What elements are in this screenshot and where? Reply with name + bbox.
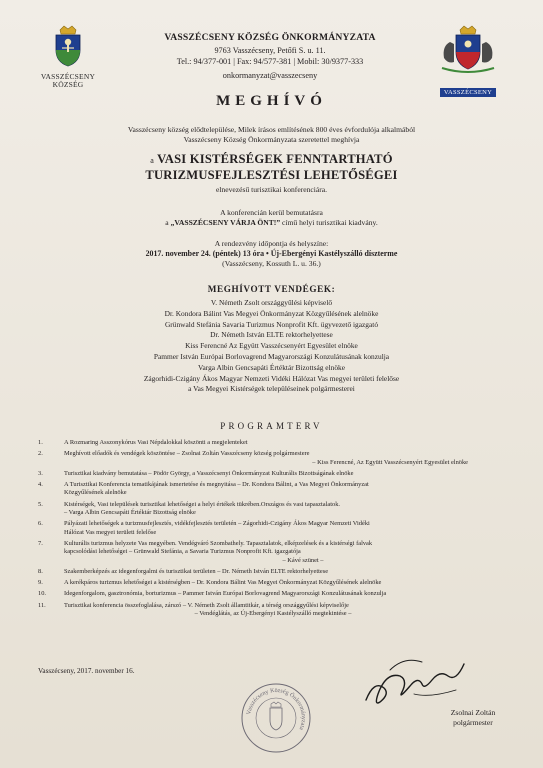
conference-subtitle: elnevezésű turisztikai konferenciára. — [215, 185, 328, 194]
left-coat-of-arms — [38, 24, 98, 89]
book-prefix: a — [165, 218, 169, 228]
venue-intro: A rendezvény időpontja és helyszíne: — [214, 239, 329, 248]
coffee-break: – Kávé szünet – — [282, 556, 324, 564]
right-coat-of-arms — [432, 24, 504, 99]
venue-main: 2017. november 24. (péntek) 13 óra • Új-Ebergényi Kastélyszálló díszterme — [145, 249, 398, 259]
document-date: Vasszécseny, 2017. november 16. — [38, 667, 135, 675]
intro-line-1: Vasszécseny község elődtelepülése, Milek írásos említésének 800 éves évfordulója alkalmából — [127, 125, 416, 134]
conference-title-line-2: TURIZMUSFEJLESZTÉSI LEHETŐSÉGEI — [145, 168, 398, 182]
program-item-11: 11. Turisztikai konferencia összefoglalása, zárszó – V. Németh Zsolt államtitkár, a térség országgyűlési képviselője — [38, 601, 349, 609]
program-item-7-cont: kapcsolódási lehetőségei – Grünwald Stefánia, a Savaria Turizmus Nonprofit Kft. igazgatója — [64, 548, 301, 556]
conference-title-line-1: VASI KISTÉRSÉGEK FENNTARTHATÓ — [157, 152, 393, 166]
venue-paragraph — [40, 239, 503, 270]
guest-item: Dr. Németh István ELTE rektorhelyettese — [210, 330, 333, 340]
book-suffix: című helyi turisztikai kiadvány. — [282, 218, 378, 228]
guest-item: Grünwald Stefánia Savaria Turizmus Nonprofit Kft. ügyvezető igazgató — [164, 319, 379, 329]
program-item-10: 10. Idegenforgalom, gasztronómia, borturizmus – Pammer István Európai Borlovagrend Magyarországi Konzulátusának konzulja — [38, 590, 387, 598]
book-line-1: A konferencián kerül bemutatásra — [220, 208, 323, 217]
program-item-1: 1. A Rozmaring Asszonykórus Vasi Népdalokkal köszönti a megjelenteket — [38, 439, 248, 446]
conference-title — [40, 152, 503, 195]
program-item-3: 3. Turisztikai kiadvány bemutatása – Pödör György, a Vasszécsenyi Önkormányzat Kulturális Bizottságának elnöke — [38, 469, 354, 477]
program-item-8: 8. Szakemberképzés az idegenforgalmi és turisztikai területen – Dr. Németh István ELTE rektorhelyettese — [38, 567, 329, 575]
org-address: 9763 Vasszécseny, Petőfi S. u. 11. — [214, 46, 326, 55]
org-contacts: Tel.: 94/377-001 | Fax: 94/577-381 | Mobil: 30/9377-333 — [176, 57, 364, 66]
guests-list — [40, 298, 503, 395]
guests-title: MEGHÍVOTT VENDÉGEK: — [207, 284, 336, 294]
org-email: onkormanyzat@vasszecseny — [222, 71, 318, 80]
program-item-9: 9. A kerékpáros turizmus lehetőségei a kistérségben – Dr. Kondora Bálint Vas Megyei Önkormányzat Közgyűlésének alelnöke — [38, 579, 382, 587]
letterhead — [120, 32, 420, 81]
signer-name: Zsolnai Zoltán — [450, 708, 496, 717]
program-list — [38, 439, 508, 618]
left-logo-caption-1: VASSZÉCSENY — [40, 72, 96, 81]
handwritten-signature-icon — [360, 650, 470, 712]
program-item-2: 2. Meghívott előadók és vendégek köszöntése – Zsolnai Zoltán Vasszécseny község polgármestere — [38, 450, 310, 458]
venue-address: (Vasszécseny, Kossuth L. u. 36.) — [222, 259, 321, 269]
conference-prefix: a — [150, 156, 155, 165]
coat-of-arms-icon — [48, 24, 88, 68]
program-item-5: 5. Kistérségek, Vasi települések turisztikai lehetőségei a helyi értékek tükrében.Országos és vasi tapasztalatok. — [38, 500, 341, 508]
guest-item: Kiss Ferencné Az Együtt Vasszécsenyért Egyesület elnöke — [185, 341, 358, 351]
right-logo-ribbon: VASSZÉCSENY — [440, 88, 496, 97]
program-closing: – Vendéglátás, az Új-Ebergényi Kastélyszálló megtekintése – — [194, 610, 352, 618]
program-item-2-cont: – Kiss Ferencné, Az Együtt Vasszécsenyért Egyesület elnöke — [312, 458, 468, 466]
official-seal-icon — [240, 682, 312, 754]
org-name: VASSZÉCSENY KÖZSÉG ÖNKORMÁNYZATA — [164, 32, 376, 43]
book-title: „VASSZÉCSENY VÁRJA ÖNT!” — [170, 218, 281, 228]
guest-item: Dr. Kondora Bálint Vas Megyei Önkormányzat Közgyűlésének alelnöke — [164, 308, 379, 318]
book-paragraph — [40, 208, 503, 228]
program-item-7: 7. Kulturális turizmus helyzete Vas megyében. Vendégváró Szombathely. Tapasztalatok, elképzelések és a kistérségi falvak — [38, 539, 373, 547]
program-item-6-cont: Hálózat Vas megyei területi felelőse — [64, 528, 157, 536]
guest-item: Zágorhidi-Czigány Ákos Magyar Nemzeti Vidéki Hálózat Vas megyei területi felelőse — [143, 373, 400, 383]
coat-of-arms-with-lions-icon — [432, 24, 504, 76]
program-item-5-cont: – Varga Albin Gencsapáti Értéktár Bizottság elnöke — [64, 509, 196, 517]
guest-item: Varga Albin Gencsapáti Értéktár Bizottság elnöke — [197, 362, 345, 372]
program-item-4-cont: Közgyűlésének alelnöke — [64, 489, 127, 497]
intro-line-2: Vasszécseny Község Önkormányzata szeretettel meghívja — [183, 135, 360, 145]
guest-item: a Vas Megyei Kistérségek településeinek polgármesterei — [188, 384, 355, 394]
signer-title: polgármester — [453, 718, 493, 727]
program-item-4: 4. A Turisztikai Konferencia tematikájának ismertetése és megnyitása – Dr. Kondora Bálint, a Vas Megyei Önkormányzat — [38, 481, 369, 489]
guest-item: Pammer István Európai Borlovagrend Magyarországi Konzulátusának konzulja — [153, 351, 390, 361]
guest-item: V. Németh Zsolt országgyűlési képviselő — [210, 298, 333, 307]
left-logo-caption-2: KÖZSÉG — [52, 80, 84, 89]
program-title: PROGRAMTERV — [220, 421, 323, 431]
invitation-title: MEGHÍVÓ — [216, 93, 327, 109]
signer-block — [418, 708, 528, 728]
intro-paragraph — [40, 125, 503, 145]
program-item-6: 6. Pályázati lehetőségek a turizmusfejlesztés, vidékfejlesztés területén – Zágorhidi-Czigány Ákos Magyar Nemzeti Vidéki — [38, 520, 370, 528]
seal-text: Vasszécseny Község Önkormányzata — [246, 687, 307, 731]
